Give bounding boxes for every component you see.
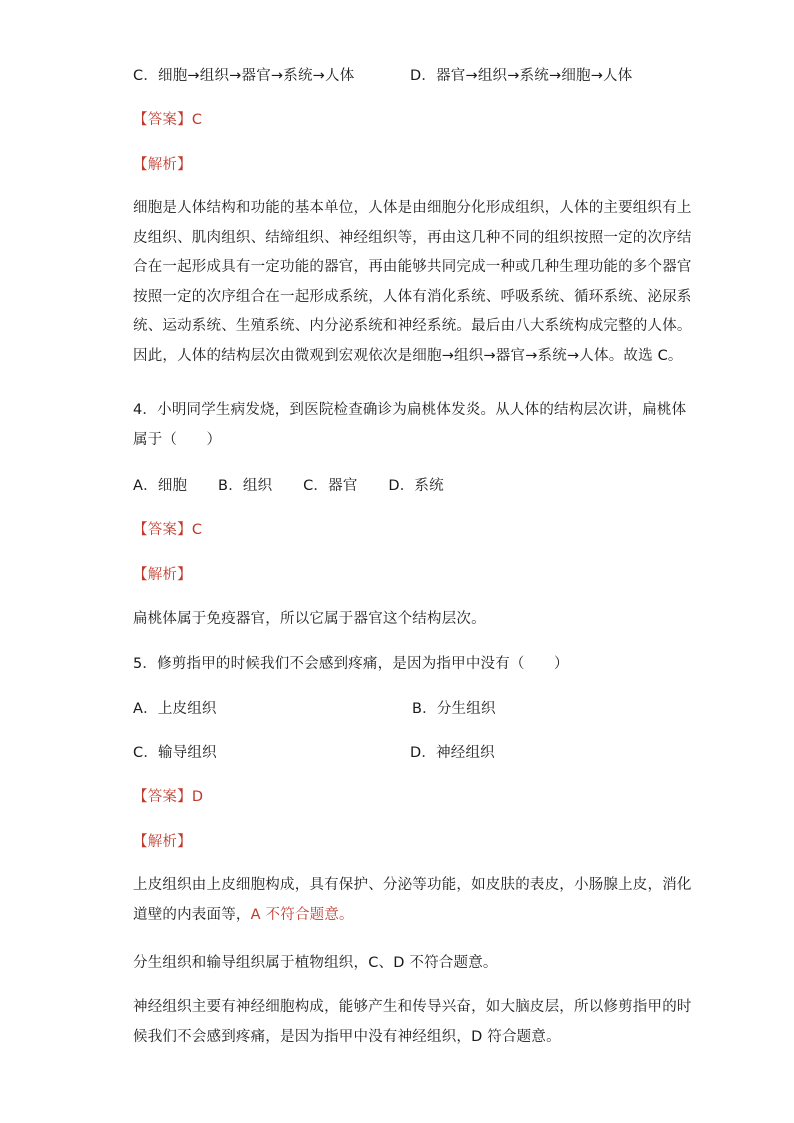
analysis-line: 上皮组织由上皮细胞构成，具有保护、分泌等功能，如皮肤的表皮，小肠腺上皮，消化 (133, 877, 692, 893)
q4-options (133, 476, 470, 496)
question-stem-line: 属于（ ） (133, 431, 222, 448)
q4-option-a: A．细胞 (133, 478, 188, 494)
analysis-tag: 【解析】 (133, 157, 192, 173)
q4-option-d: D．系统 (388, 478, 444, 494)
q3-option-c: C．细胞→组织→器官→系统→人体 (133, 68, 355, 84)
q5-option-a: A．上皮组织 (133, 701, 217, 717)
q3-analysis-text (133, 194, 692, 371)
q5-analysis-p1 (133, 871, 692, 930)
analysis-line: 合在一起形成具有一定功能的器官，再由能够共同完成一种或几种生理功能的多个器官 (133, 259, 692, 275)
analysis-line: 候我们不会感到疼痛，是因为指甲中没有神经组织，D 符合题意。 (133, 1028, 561, 1045)
q5-stem: 5．修剪指甲的时候我们不会感到疼痛，是因为指甲中没有（ ） (133, 656, 569, 672)
answer-tag: 【答案】 (133, 789, 192, 805)
analysis-line: 细胞是人体结构和功能的基本单位，人体是由细胞分化形成组织，人体的主要组织有上 (133, 200, 692, 216)
q4-stem (133, 396, 687, 455)
analysis-line: 统、运动系统、生殖系统、内分泌系统和神经系统。最后由八大系统构成完整的人体。 (133, 318, 692, 334)
q4-option-b: B．组织 (218, 478, 273, 494)
q4-option-c: C．器官 (303, 478, 358, 494)
analysis-line: 按照一定的次序组合在一起形成系统，人体有消化系统、呼吸系统、循环系统、泌尿系 (133, 288, 692, 305)
q3-analysis-tag (133, 155, 192, 175)
analysis-line: 因此，人体的结构层次由微观到宏观依次是细胞→组织→器官→系统→人体。故选 C。 (133, 347, 683, 364)
q5-analysis-tag (133, 832, 192, 852)
q5-analysis-p3 (133, 993, 692, 1052)
q3-answer (133, 110, 202, 130)
answer-value: C (191, 522, 203, 538)
answer-tag: 【答案】 (133, 522, 192, 538)
analysis-tag: 【解析】 (133, 567, 192, 583)
q4-analysis-tag (133, 565, 192, 585)
question-stem-line: 4．小明同学生病发烧，到医院检查确诊为扁桃体发炎。从人体的结构层次讲，扁桃体 (133, 402, 687, 418)
answer-value: D (191, 789, 204, 805)
q5-option-c: C．输导组织 (133, 745, 217, 761)
analysis-tag: 【解析】 (133, 834, 192, 850)
q5-option-d: D．神经组织 (410, 745, 495, 761)
analysis-text: 道壁的内表面等， (133, 906, 251, 923)
analysis-line (133, 901, 673, 931)
answer-tag: 【答案】 (133, 112, 192, 128)
answer-value: C (191, 112, 203, 128)
analysis-highlight: A 不符合题意。 (250, 906, 354, 923)
q5-option-b: B．分生组织 (412, 701, 496, 717)
q4-answer (133, 520, 202, 540)
analysis-line: 皮组织、肌肉组织、结缔组织、神经组织等，再由这几种不同的组织按照一定的次序结 (133, 229, 692, 246)
analysis-line: 神经组织主要有神经细胞构成，能够产生和传导兴奋，如大脑皮层，所以修剪指甲的时 (133, 999, 692, 1015)
q4-analysis-text: 扁桃体属于免疫器官，所以它属于器官这个结构层次。 (133, 611, 486, 627)
q5-analysis-p2: 分生组织和输导组织属于植物组织，C、D 不符合题意。 (133, 955, 498, 971)
q5-answer (133, 787, 203, 807)
q3-option-d: D．器官→组织→系统→细胞→人体 (410, 68, 633, 84)
